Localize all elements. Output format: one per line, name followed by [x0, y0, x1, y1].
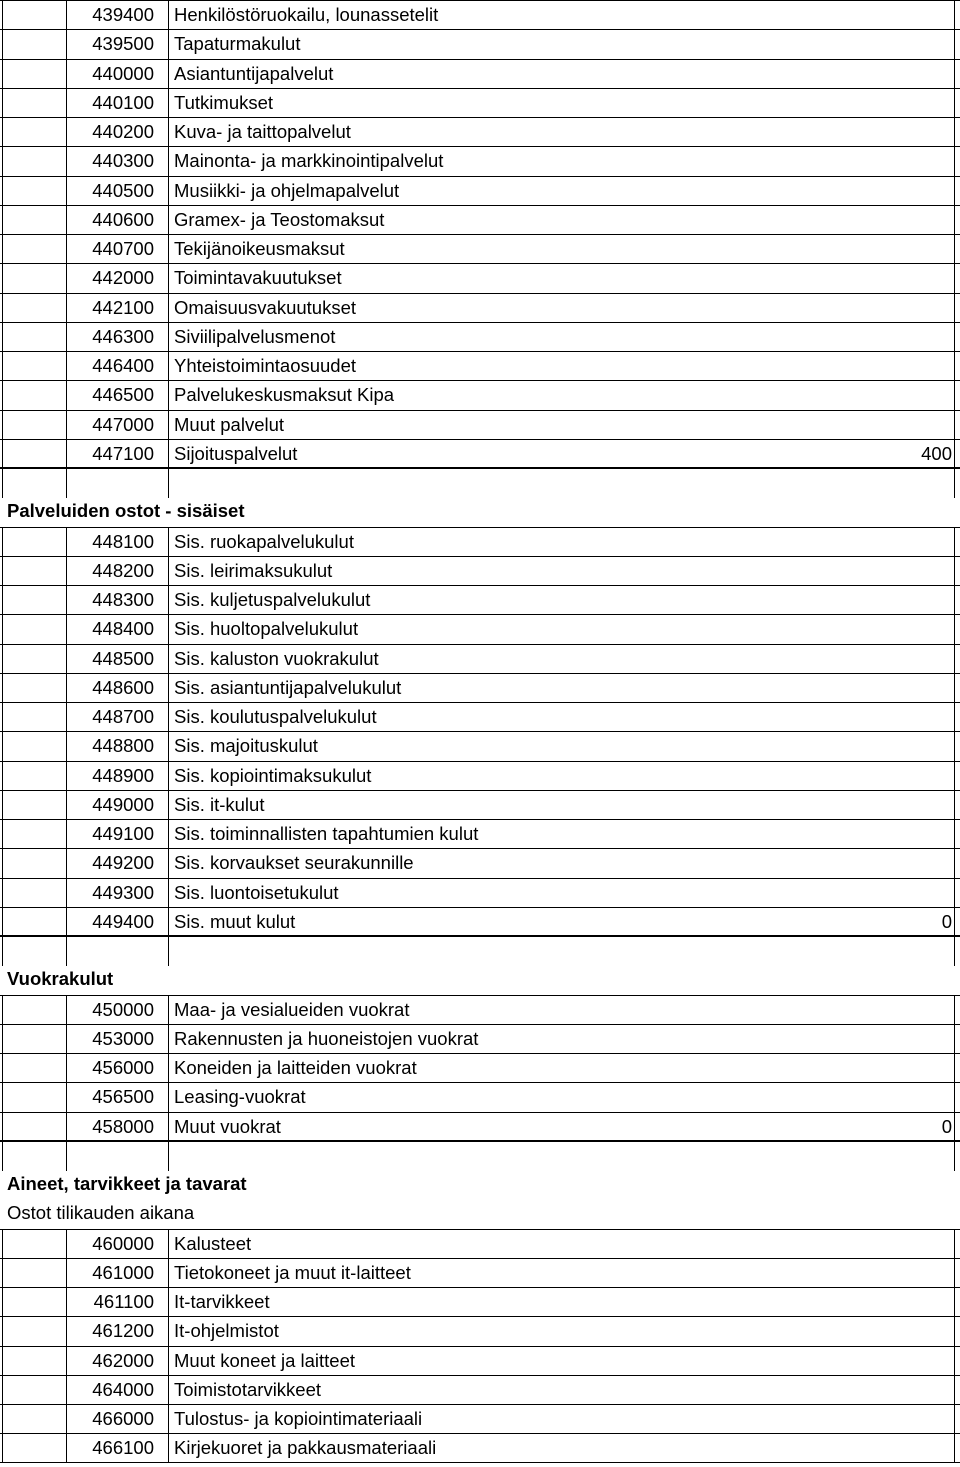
account-code: 446300 [92, 325, 154, 347]
account-code: 440200 [92, 121, 154, 142]
cell-border-right [954, 1141, 955, 1171]
cell-border-left [2, 351, 3, 381]
table-row [0, 819, 960, 848]
cell-border-left [2, 205, 3, 235]
cell-border-right [954, 673, 955, 703]
cell-border-right [954, 146, 955, 176]
account-code: 456000 [92, 1057, 154, 1078]
cell-border-left [2, 176, 3, 206]
cell-border-right [954, 1024, 955, 1054]
cell-border-right [954, 380, 955, 410]
account-description: Toimistotarvikkeet [174, 1378, 322, 1400]
section-heading: Vuokrakulut [7, 968, 114, 990]
cell-border-right [954, 556, 955, 586]
cell-border-right [954, 761, 955, 791]
account-description: Sis. kaluston vuokrakulut [174, 647, 379, 669]
account-code: 448600 [92, 676, 154, 698]
cell-border-left [2, 468, 3, 498]
account-description: Yhteistoimintaosuudet [174, 355, 357, 376]
table-row [0, 351, 960, 380]
account-code: 448200 [92, 559, 154, 581]
cell-border-left [2, 644, 3, 674]
empty-row [0, 468, 960, 497]
account-description: Toimintavakuutukset [174, 267, 342, 289]
table-row [0, 907, 960, 936]
account-description: Sis. huoltopalvelukulut [174, 618, 359, 640]
account-code: 442000 [92, 267, 154, 289]
account-description: Sis. kuljetuspalvelukulut [174, 589, 371, 610]
account-code: 439400 [92, 4, 154, 25]
cell-border-right [954, 205, 955, 235]
account-code: 449200 [92, 852, 154, 874]
cell-border-right [954, 614, 955, 644]
account-code: 461000 [92, 1261, 154, 1283]
account-description: Sis. asiantuntijapalvelukulut [174, 676, 402, 698]
section-heading-row [0, 497, 960, 526]
account-description: Muut palvelut [174, 413, 285, 435]
account-code: 453000 [92, 1027, 154, 1049]
account-code: 448900 [92, 764, 154, 786]
cell-border-left [2, 146, 3, 176]
table-row [0, 59, 960, 88]
table-row [0, 1229, 960, 1258]
table-row [0, 322, 960, 351]
account-description: It-tarvikkeet [174, 1291, 270, 1312]
account-code: 442100 [92, 296, 154, 318]
cell-border-right [954, 117, 955, 147]
account-code: 448700 [92, 706, 154, 727]
table-row [0, 1375, 960, 1404]
account-description: Sis. majoituskulut [174, 735, 318, 757]
empty-row [0, 1141, 960, 1170]
cell-border-right [954, 995, 955, 1025]
table-row [0, 1316, 960, 1345]
table-row [0, 585, 960, 614]
cell-border-right [954, 468, 955, 498]
account-code: 448800 [92, 735, 154, 757]
account-total: 400 [921, 442, 952, 464]
account-code: 447100 [92, 442, 154, 464]
cell-border-right [954, 907, 955, 936]
cell-border-right [954, 1112, 955, 1141]
table-row [0, 1112, 960, 1141]
table-row [0, 146, 960, 175]
cell-border-left [2, 731, 3, 761]
cell-border-left [2, 1258, 3, 1288]
account-description: Kuva- ja taittopalvelut [174, 121, 351, 142]
cell-border-right [954, 1229, 955, 1259]
account-code: 440300 [92, 150, 154, 172]
account-description: Sis. it-kulut [174, 793, 265, 815]
table-row [0, 673, 960, 702]
cell-border-left [2, 1112, 3, 1141]
cell-border-left [2, 1346, 3, 1376]
cell-border-left [2, 1287, 3, 1317]
cell-border-left [2, 234, 3, 264]
account-description: Siviilipalvelusmenot [174, 325, 336, 347]
account-description: Sis. toiminnallisten tapahtumien kulut [174, 823, 479, 844]
empty-row [0, 936, 960, 965]
table-row [0, 614, 960, 643]
cell-border-right [954, 176, 955, 206]
cell-border-left [2, 1316, 3, 1346]
account-description: Sis. kopiointimaksukulut [174, 764, 372, 786]
section-heading: Aineet, tarvikkeet ja tavarat [7, 1173, 247, 1194]
cell-border-left [2, 293, 3, 323]
cell-border-right [954, 0, 955, 30]
cell-border-right [954, 644, 955, 674]
cell-border-left [2, 819, 3, 849]
account-description: Tapaturmakulut [174, 33, 301, 55]
section-heading-row [0, 965, 960, 994]
account-description: Sis. ruokapalvelukulut [174, 530, 354, 552]
cell-border-right [954, 1053, 955, 1083]
account-code: 448500 [92, 647, 154, 669]
account-description: Sis. korvaukset seurakunnille [174, 852, 414, 874]
cell-border-right [954, 1375, 955, 1405]
account-code: 449000 [92, 793, 154, 815]
cell-border-left [2, 907, 3, 936]
section-heading: Ostot tilikauden aikana [7, 1202, 195, 1224]
table-row [0, 1053, 960, 1082]
account-description: Palvelukeskusmaksut Kipa [174, 384, 395, 406]
account-code: 460000 [92, 1232, 154, 1254]
table-row [0, 88, 960, 117]
account-code: 449100 [92, 823, 154, 844]
account-description: Tietokoneet ja muut it-laitteet [174, 1261, 411, 1283]
account-description: Tutkimukset [174, 91, 274, 113]
cell-border-left [2, 1082, 3, 1112]
table-row [0, 234, 960, 263]
account-description: Sijoituspalvelut [174, 442, 298, 464]
cell-border-right [954, 790, 955, 820]
table-row [0, 176, 960, 205]
cell-border-left [2, 1229, 3, 1259]
account-description: Muut koneet ja laitteet [174, 1349, 355, 1371]
account-description: Omaisuusvakuutukset [174, 296, 357, 318]
cell-border-left [2, 790, 3, 820]
account-total: 0 [941, 910, 952, 932]
table-row [0, 1258, 960, 1287]
account-description: It-ohjelmistot [174, 1320, 279, 1342]
cell-border-left [2, 322, 3, 352]
cell-border-left [2, 585, 3, 615]
cell-border-left [2, 848, 3, 878]
account-code: 449300 [92, 881, 154, 903]
cell-border-left [2, 439, 3, 468]
cell-border-right [954, 322, 955, 352]
cell-border-right [954, 263, 955, 293]
cell-border-left [2, 380, 3, 410]
cell-border-left [2, 1433, 3, 1462]
cell-border-right [954, 848, 955, 878]
cell-border-right [954, 1316, 955, 1346]
table-row [0, 1024, 960, 1053]
account-description: Gramex- ja Teostomaksut [174, 208, 385, 230]
cell-border-right [954, 234, 955, 264]
cell-border-left [2, 29, 3, 59]
cell-border-right [954, 585, 955, 615]
cell-border-right [954, 439, 955, 468]
account-code: 450000 [92, 998, 154, 1020]
table-row [0, 439, 960, 468]
table-row [0, 380, 960, 409]
cell-border-left [2, 673, 3, 703]
table-row [0, 527, 960, 556]
account-code: 440100 [92, 91, 154, 113]
account-code: 448100 [92, 530, 154, 552]
cell-border-left [2, 556, 3, 586]
account-description: Musiikki- ja ohjelmapalvelut [174, 179, 400, 201]
table-row [0, 293, 960, 322]
cell-border-left [2, 88, 3, 118]
cell-border-left [2, 702, 3, 732]
account-code: 449400 [92, 910, 154, 932]
section-heading: Palveluiden ostot - sisäiset [7, 500, 245, 522]
table-row [0, 263, 960, 292]
account-code: 466000 [92, 1408, 154, 1429]
table-row [0, 1082, 960, 1111]
account-code: 440000 [92, 62, 154, 84]
cell-border-left [2, 263, 3, 293]
account-code: 440500 [92, 179, 154, 201]
table-row [0, 731, 960, 760]
account-description: Kirjekuoret ja pakkausmateriaali [174, 1437, 437, 1459]
account-code: 461200 [92, 1320, 154, 1342]
table-row [0, 1433, 960, 1462]
table-row [0, 644, 960, 673]
cell-border-left [2, 0, 3, 30]
cell-border-left [2, 614, 3, 644]
account-code: 446400 [92, 355, 154, 376]
account-code: 447000 [92, 413, 154, 435]
account-code: 462000 [92, 1349, 154, 1371]
table-row [0, 995, 960, 1024]
cell-border-right [954, 702, 955, 732]
cell-border-left [2, 761, 3, 791]
cell-border-left [2, 1024, 3, 1054]
account-code: 439500 [92, 33, 154, 55]
cell-border-left [2, 117, 3, 147]
account-description: Mainonta- ja markkinointipalvelut [174, 150, 444, 172]
table-row [0, 117, 960, 146]
cell-border-right [954, 351, 955, 381]
cell-border-left [2, 995, 3, 1025]
account-description: Muut vuokrat [174, 1115, 281, 1137]
cell-border-right [954, 1287, 955, 1317]
cell-border-left [2, 1053, 3, 1083]
cell-border-right [954, 1404, 955, 1434]
cell-border-right [954, 59, 955, 89]
table-row [0, 1404, 960, 1433]
account-code: 458000 [92, 1115, 154, 1137]
account-total: 0 [941, 1115, 952, 1137]
cell-border-right [954, 410, 955, 440]
cell-border-left [2, 1141, 3, 1171]
cell-border-left [2, 936, 3, 966]
cell-border-right [954, 1433, 955, 1462]
account-description: Kalusteet [174, 1232, 252, 1254]
cell-border-left [2, 878, 3, 908]
table-row [0, 702, 960, 731]
account-code: 446500 [92, 384, 154, 406]
table-row [0, 790, 960, 819]
cell-border-right [954, 88, 955, 118]
cell-border-left [2, 527, 3, 557]
account-description: Leasing-vuokrat [174, 1086, 306, 1108]
account-code: 461100 [93, 1291, 154, 1312]
account-description: Maa- ja vesialueiden vuokrat [174, 998, 410, 1020]
table-row [0, 1287, 960, 1316]
account-description: Asiantuntijapalvelut [174, 62, 334, 84]
cell-border-right [954, 936, 955, 966]
account-code: 456500 [92, 1086, 154, 1108]
account-code: 466100 [92, 1437, 154, 1459]
table-row [0, 205, 960, 234]
account-description: Henkilöstöruokailu, lounassetelit [174, 4, 439, 25]
cell-border-right [954, 1082, 955, 1112]
cell-border-right [954, 527, 955, 557]
account-code: 464000 [92, 1378, 154, 1400]
account-code: 440700 [92, 238, 154, 259]
cell-border-right [954, 819, 955, 849]
account-description: Rakennusten ja huoneistojen vuokrat [174, 1027, 479, 1049]
cell-border-left [2, 1404, 3, 1434]
cell-border-right [954, 29, 955, 59]
account-code: 440600 [92, 208, 154, 230]
account-description: Sis. luontoisetukulut [174, 881, 339, 903]
table-row [0, 410, 960, 439]
account-description: Koneiden ja laitteiden vuokrat [174, 1057, 417, 1078]
cell-border-left [2, 59, 3, 89]
account-code: 448300 [92, 589, 154, 610]
cell-border-left [2, 1375, 3, 1405]
table-row [0, 29, 960, 58]
table-row [0, 1346, 960, 1375]
cell-border-right [954, 731, 955, 761]
section-heading-row [0, 1199, 960, 1228]
table-row [0, 848, 960, 877]
table-row [0, 878, 960, 907]
account-description: Tekijänoikeusmaksut [174, 238, 345, 259]
account-description: Sis. muut kulut [174, 910, 296, 932]
table-row [0, 556, 960, 585]
cell-border-left [2, 410, 3, 440]
cell-border-right [954, 293, 955, 323]
table-row [0, 0, 960, 29]
account-code: 448400 [92, 618, 154, 640]
section-heading-row [0, 1170, 960, 1199]
account-description: Sis. koulutuspalvelukulut [174, 706, 377, 727]
cell-border-right [954, 1346, 955, 1376]
table-row [0, 761, 960, 790]
account-description: Sis. leirimaksukulut [174, 559, 333, 581]
account-description: Tulostus- ja kopiointimateriaali [174, 1408, 423, 1429]
cell-border-right [954, 878, 955, 908]
cell-border-right [954, 1258, 955, 1288]
